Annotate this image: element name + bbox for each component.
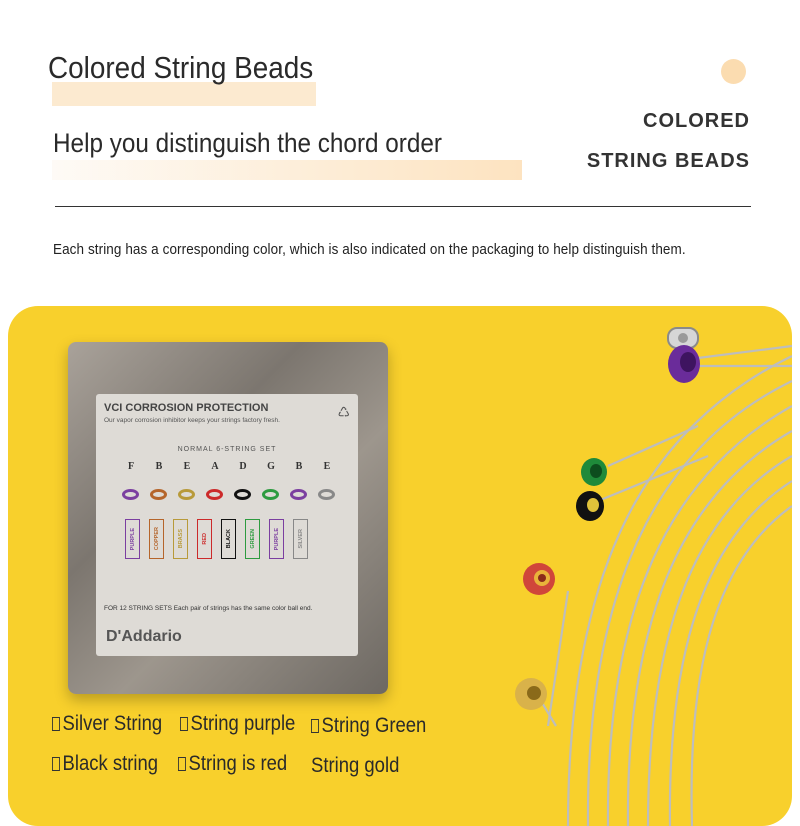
package-color-tag-label: BLACK <box>225 529 232 549</box>
package-color-tag-label: PURPLE <box>273 527 280 551</box>
legend-red-label: String is red <box>188 752 288 775</box>
strings-illustration <box>8 306 792 826</box>
package-color-tag-label: BRASS <box>177 529 184 549</box>
legend-black <box>52 752 158 776</box>
package-note: E <box>183 461 191 472</box>
accent-dot <box>721 59 746 84</box>
recycle-icon: ♺ <box>337 404 350 420</box>
package-note: G <box>267 461 275 472</box>
package-heading: VCI CORROSION PROTECTION <box>104 402 269 414</box>
string-coil-4 <box>628 431 792 826</box>
description-text: Each string has a corresponding color, which is also indicated on the packaging to help distinguish them. <box>53 242 686 258</box>
string-end-silver <box>698 346 792 358</box>
package-note: A <box>211 461 219 472</box>
legend-silver <box>52 712 162 736</box>
black-bead <box>576 491 604 521</box>
legend-green <box>311 714 426 738</box>
legend-marker-icon <box>52 717 60 731</box>
divider <box>55 206 751 207</box>
green-bead <box>581 458 607 486</box>
package-color-tag-label: COPPER <box>153 527 160 551</box>
product-panel <box>8 306 792 826</box>
set-label: NORMAL 6-STRING SET <box>177 446 277 453</box>
package-color-tag-label: GREEN <box>249 529 256 549</box>
package-note: E <box>323 461 331 472</box>
package-color-tag-label: RED <box>201 533 208 545</box>
legend-gold-label: String gold <box>311 754 400 777</box>
red-bead <box>523 563 555 595</box>
string-coil-5 <box>648 456 792 826</box>
gold-bead <box>515 678 547 710</box>
legend-green-label: String Green <box>321 714 427 737</box>
silver-bead <box>668 328 698 348</box>
string-end-green <box>608 426 698 466</box>
legend-purple-label: String purple <box>190 712 296 735</box>
package-subheading: Our vapor corrosion inhibitor keeps your strings factory fresh. <box>104 417 280 424</box>
side-label-colored: COLORED <box>643 110 750 132</box>
legend-gold <box>311 754 399 778</box>
side-label-string-beads: STRING BEADS <box>586 150 750 172</box>
package-color-tag-label: SILVER <box>297 529 304 549</box>
legend-black-label: Black string <box>62 752 159 775</box>
page-subtitle: Help you distinguish the chord order <box>53 128 443 158</box>
package-color-tag-label: PURPLE <box>129 527 136 551</box>
legend-purple <box>180 712 295 736</box>
package-note: F <box>127 461 135 472</box>
subtitle-highlight <box>52 160 522 180</box>
package-note: B <box>155 461 163 472</box>
legend-marker-icon <box>180 717 188 731</box>
string-coil-2 <box>588 381 792 826</box>
purple-bead <box>668 345 700 383</box>
legend-marker-icon <box>311 719 319 733</box>
legend-silver-label: Silver String <box>62 712 163 735</box>
legend-marker-icon <box>178 757 186 771</box>
brand-logo: D'Addario <box>106 628 182 645</box>
package-footer: FOR 12 STRING SETS Each pair of strings has the same color ball end. <box>104 605 313 612</box>
package-note: B <box>295 461 303 472</box>
string-coil-3 <box>608 406 792 826</box>
string-end-red <box>548 591 568 726</box>
page-title: Colored String Beads <box>48 50 314 85</box>
legend-marker-icon <box>52 757 60 771</box>
legend-red <box>178 752 287 776</box>
string-coil-7 <box>692 506 792 826</box>
package-note: D <box>239 461 247 472</box>
